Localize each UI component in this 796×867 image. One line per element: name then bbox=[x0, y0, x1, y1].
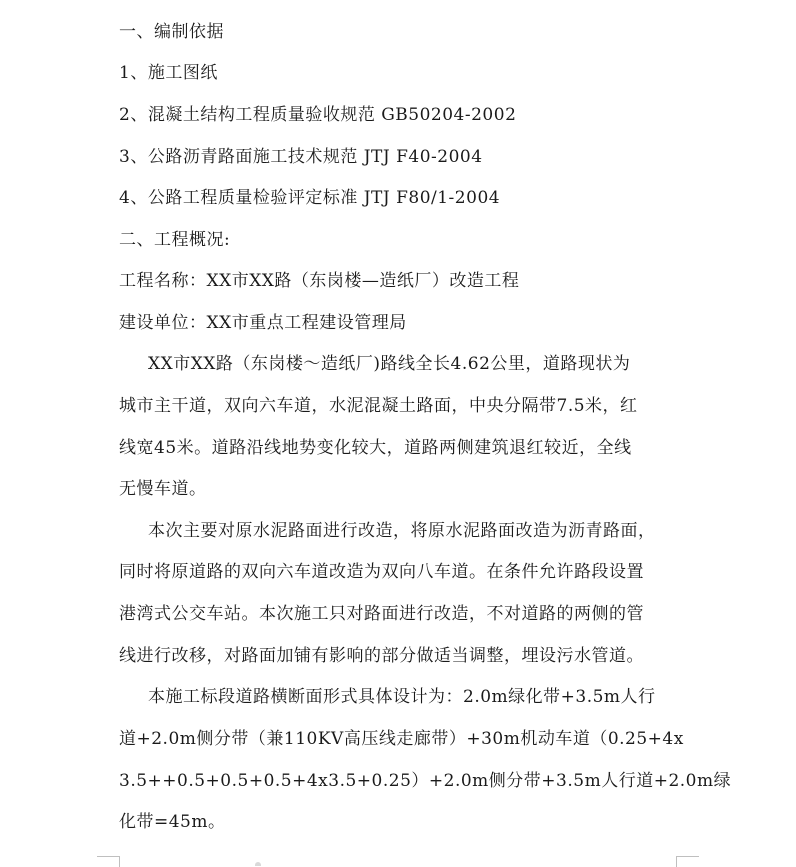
basis-item-2: 2、混凝土结构工程质量验收规范 GB50204-2002 bbox=[119, 105, 517, 125]
paragraph-3-line-2: 道+2.0m侧分带（兼110KV高压线走廊带）+30m机动车道（0.25+4x bbox=[119, 729, 684, 749]
section-heading-basis: 一、编制依据 bbox=[119, 22, 224, 42]
basis-item-4: 4、公路工程质量检验评定标准 JTJ F80/1-2004 bbox=[119, 188, 501, 208]
basis-item-3: 3、公路沥青路面施工技术规范 JTJ F40-2004 bbox=[119, 147, 483, 167]
paragraph-3-line-4: 化带=45m。 bbox=[119, 812, 226, 832]
paragraph-2-line-1: 本次主要对原水泥路面进行改造，将原水泥路面改造为沥青路面， bbox=[148, 521, 656, 541]
paragraph-1-line-4: 无慢车道。 bbox=[119, 479, 207, 499]
section-heading-overview: 二、工程概况: bbox=[119, 230, 231, 250]
paragraph-1-line-3: 线宽45米。道路沿线地势变化较大，道路两侧建筑退红较近，全线 bbox=[119, 438, 632, 458]
page-corner-mark-left bbox=[97, 856, 120, 867]
paragraph-2-line-2: 同时将原道路的双向六车道改造为双向八车道。在条件允许路段设置 bbox=[119, 562, 644, 582]
paragraph-1-line-1: XX市XX路（东岗楼～造纸厂)路线全长4.62公里，道路现状为 bbox=[148, 354, 631, 374]
project-name: 工程名称：XX市XX路（东岗楼—造纸厂）改造工程 bbox=[119, 271, 520, 291]
basis-item-1: 1、施工图纸 bbox=[119, 63, 218, 83]
builder-unit: 建设单位：XX市重点工程建设管理局 bbox=[119, 313, 407, 333]
paragraph-2-line-3: 港湾式公交车站。本次施工只对路面进行改造，不对道路的两侧的管 bbox=[119, 604, 644, 624]
paragraph-1-line-2: 城市主干道，双向六车道，水泥混凝土路面，中央分隔带7.5米，红 bbox=[119, 396, 638, 416]
paragraph-3-line-1: 本施工标段道路横断面形式具体设计为：2.0m绿化带+3.5m人行 bbox=[148, 687, 656, 707]
paragraph-2-line-4: 线进行改移，对路面加铺有影响的部分做适当调整，埋设污水管道。 bbox=[119, 646, 644, 666]
cursor-dot-icon bbox=[255, 862, 261, 866]
paragraph-3-line-3: 3.5++0.5+0.5+0.5+4x3.5+0.25）+2.0m侧分带+3.5m人行道+2.0m绿 bbox=[119, 771, 732, 791]
page-corner-mark-right bbox=[676, 856, 699, 867]
